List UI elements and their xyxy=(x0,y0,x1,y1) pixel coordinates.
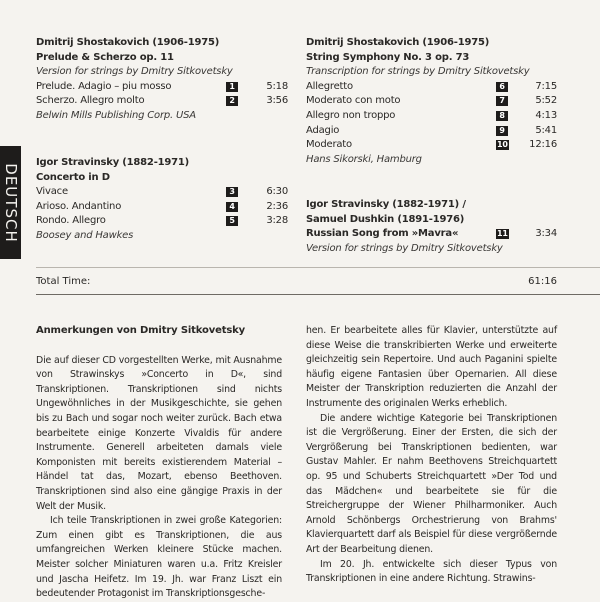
notes-paragraph: Ich teile Transkriptionen in zwei große Kategorien: Zum einen gibt es Transkriptionen, die aus umfangreichen Werken kleinere Stücke machen. Meister solcher Miniaturen waren u.a. Fritz Kreisler und Jascha Heifetz. Im 19. Jh. war Franz Liszt ein bedeutender Protagonist im Transkriptionsgesche- xyxy=(36,515,282,600)
track-row xyxy=(306,109,557,124)
work-title: String Symphony No. 3 op. 73 xyxy=(306,51,470,63)
version-note: Version for strings by Dmitry Sitkovetsky xyxy=(306,242,503,254)
notes-paragraph: Im 20. Jh. entwickelte sich dieser Typus von Transkriptionen in eine andere Richtung. Strawins- xyxy=(306,558,557,585)
track-name: Prelude. Adagio – piu mosso xyxy=(36,80,172,92)
track-row xyxy=(36,185,288,200)
work-stravinsky-dushkin-russian-song xyxy=(306,198,557,256)
track-number-badge: 6 xyxy=(496,82,508,92)
track-number-badge: 11 xyxy=(497,229,508,239)
work-shostakovich-prelude-scherzo xyxy=(36,36,288,124)
track-number-badge: 7 xyxy=(496,96,508,106)
track-name: Moderato xyxy=(306,139,352,151)
track-number-badge: 10 xyxy=(497,140,508,150)
track-duration: 6:30 xyxy=(266,186,288,198)
track-name: Moderato con moto xyxy=(306,95,401,107)
work-title: Prelude & Scherzo op. 11 xyxy=(36,51,174,63)
track-duration: 5:52 xyxy=(535,95,557,107)
publisher: Boosey and Hawkes xyxy=(36,229,134,241)
track-name: Vivace xyxy=(36,186,68,198)
track-number-badge: 1 xyxy=(226,82,238,92)
track-row xyxy=(306,94,557,109)
track-row xyxy=(36,80,288,95)
track-name: Adagio xyxy=(306,124,340,136)
track-name: Scherzo. Allegro molto xyxy=(36,95,145,107)
track-number-badge: 5 xyxy=(226,216,238,226)
track-duration: 12:16 xyxy=(529,139,557,151)
track-duration: 4:13 xyxy=(535,109,557,121)
total-time-label: Total Time: xyxy=(36,276,91,287)
track-number-badge: 8 xyxy=(496,111,508,121)
divider-bottom xyxy=(36,294,600,295)
track-duration: 3:28 xyxy=(266,215,288,227)
work-title: Russian Song from »Mavra« xyxy=(306,228,459,240)
composer: Igor Stravinsky (1882-1971) xyxy=(36,157,190,168)
track-name: Allegro non troppo xyxy=(306,109,396,121)
track-name: Arioso. Andantino xyxy=(36,200,122,212)
version-note: Transcription for strings by Dmitry Sitkovetsky xyxy=(306,66,530,78)
version-note: Version for strings by Dmitry Sitkovetsky xyxy=(36,66,233,78)
divider-top xyxy=(36,267,600,268)
track-number-badge: 9 xyxy=(496,126,508,136)
notes-paragraph: hen. Er bearbeitete alles für Klavier, unterstützte auf diese Weise die transkribierten Werke und erweiterte gleichzeitig sein Repertoire. Und auch Paganini spielte häufig eigene Fantasien über Opernarien. All diese Meister der Transkription reduzierten die Anzahl der Instrumente des originalen Werks erheblich. xyxy=(306,325,557,409)
track-duration: 5:18 xyxy=(266,80,288,92)
track-duration: 3:34 xyxy=(535,228,557,240)
composer: Igor Stravinsky (1882-1971) / xyxy=(306,199,466,210)
track-name: Allegretto xyxy=(306,80,353,92)
notes-paragraph: Die auf dieser CD vorgestellten Werke, mit Ausnahme von Strawinskys »Concerto in D«, sind Transkriptionen. Transkriptionen sind nichts Ungewöhnliches in der Musikgeschichte, sie gehen bis zu Bach und sogar noch weiter zurück. Bach etwa bearbeitete einige Konzerte Vivaldis für andere Instrumente. Generell arbeiteten damals viele Komponisten mit bereits existierendem Material – Händel tat das, Mozart, ebenso Beethoven. Transkriptionen sind also eine gängige Praxis in der Welt der Musik. xyxy=(36,354,282,512)
track-row xyxy=(306,138,557,153)
track-name: Rondo. Allegro xyxy=(36,215,106,227)
track-row xyxy=(306,124,557,139)
track-row xyxy=(306,227,557,242)
track-duration: 5:41 xyxy=(535,124,557,136)
notes-column-left xyxy=(36,324,282,602)
publisher: Belwin Mills Publishing Corp. USA xyxy=(36,109,196,121)
track-duration: 2:36 xyxy=(266,200,288,212)
composer: Dmitrij Shostakovich (1906-1975) xyxy=(306,37,490,48)
total-time-value: 61:16 xyxy=(528,276,557,287)
composer: Dmitrij Shostakovich (1906-1975) xyxy=(36,37,220,48)
track-number-badge: 4 xyxy=(226,202,238,212)
work-shostakovich-string-symphony-3 xyxy=(306,36,557,167)
track-number-badge: 2 xyxy=(226,96,238,106)
track-duration: 7:15 xyxy=(535,80,557,92)
notes-column-right xyxy=(306,324,557,587)
track-row xyxy=(36,214,288,229)
work-stravinsky-concerto-in-d xyxy=(36,156,288,244)
language-tab xyxy=(0,146,21,259)
track-row xyxy=(36,200,288,215)
track-number-badge: 3 xyxy=(226,187,238,197)
track-duration: 3:56 xyxy=(266,95,288,107)
track-row xyxy=(36,94,288,109)
work-title: Concerto in D xyxy=(36,171,110,183)
notes-paragraph: Die andere wichtige Kategorie bei Transkriptionen ist die Vergrößerung. Einer der Ersten, die sich der Vergrößerung bei Transkriptionen bedienten, war Gustav Mahler. Er nahm Beethovens Streichquartett op. 95 und Schuberts Streichquartett »Der Tod und das Mädchen« und bearbeitete sie für die Streichergruppe der Wiener Philharmoniker. Auch Arnold Schönbergs Orchestrierung von Brahms' Klavierquartett darf als Beispiel für diese vergrößernde Art der Bearbeitung dienen. xyxy=(306,412,557,555)
notes-heading: Anmerkungen von Dmitry Sitkovetsky xyxy=(36,325,246,336)
composer-arranger: Samuel Dushkin (1891-1976) xyxy=(306,213,465,225)
language-label: DEUTSCH xyxy=(1,162,20,243)
publisher: Hans Sikorski, Hamburg xyxy=(306,153,422,165)
track-row xyxy=(306,80,557,95)
